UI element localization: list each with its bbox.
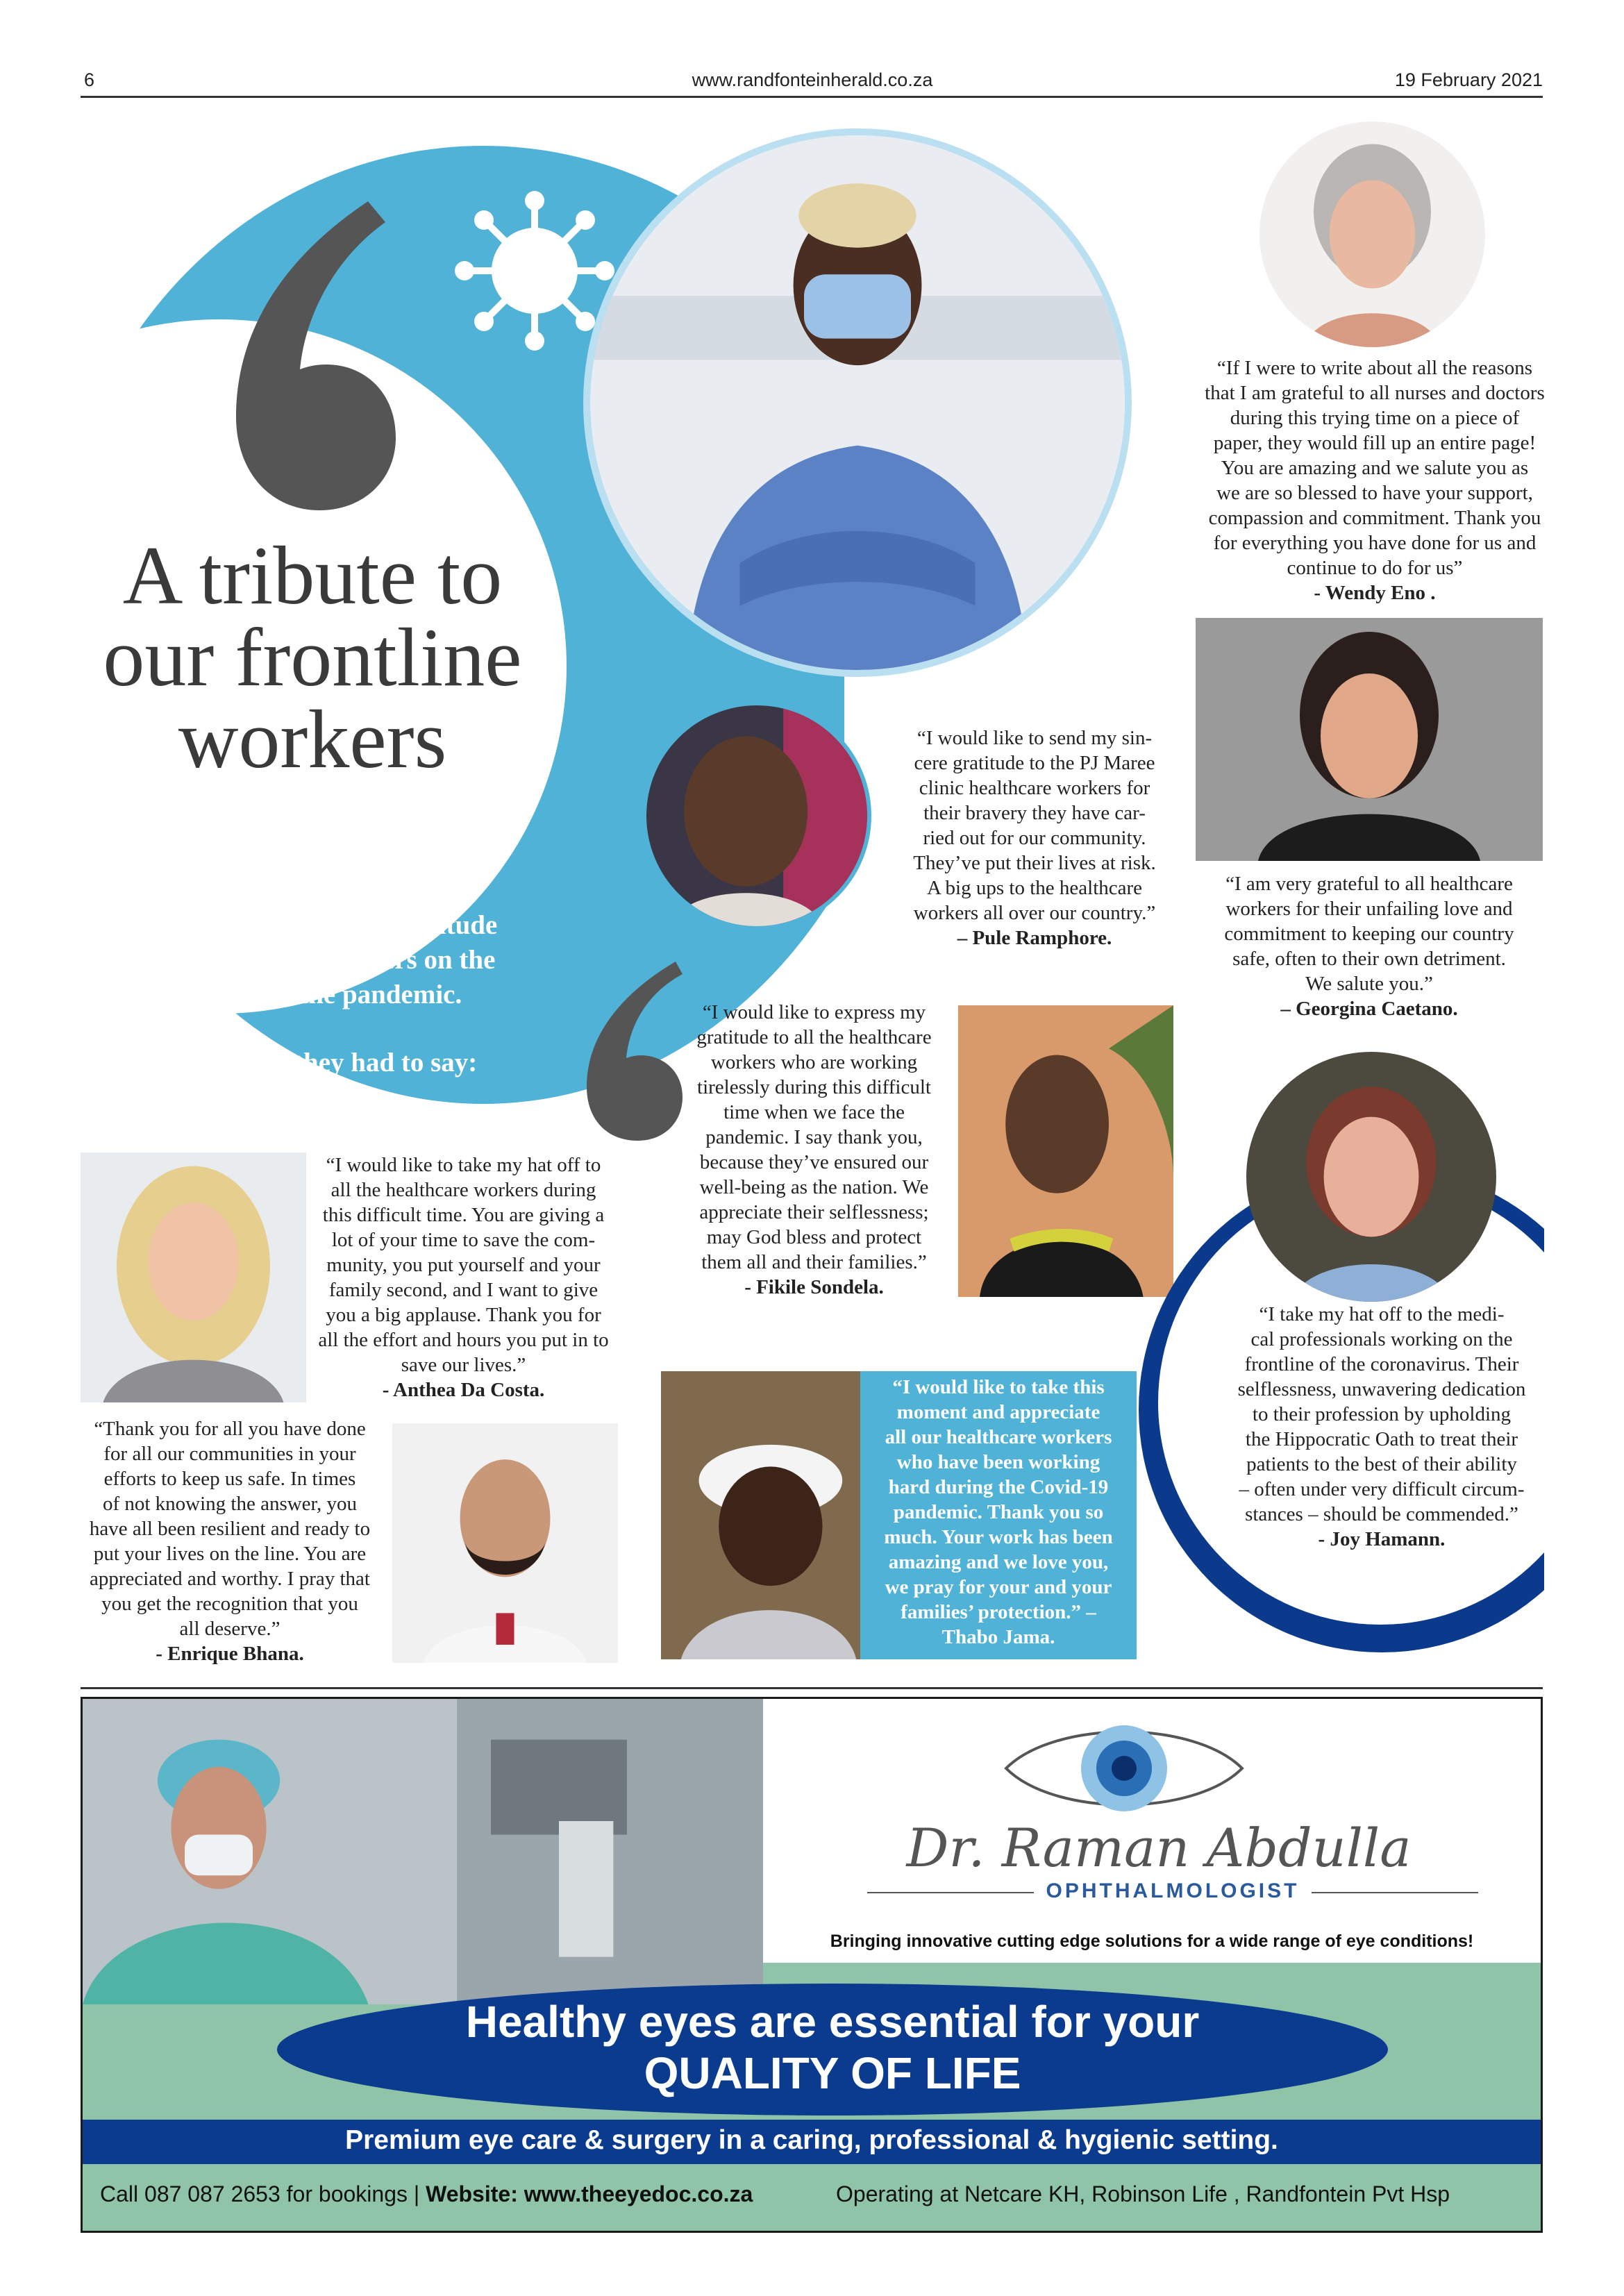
quote-line: A big ups to the healthcare — [926, 877, 1143, 899]
georgina-caetano-photo — [1196, 618, 1543, 861]
quote-line: have all been resilient and ready to — [89, 1518, 371, 1540]
title-line: workers — [178, 693, 447, 785]
quote-line: “Thank you for all you have done — [94, 1418, 366, 1440]
quote-line: hard during the Covid-19 — [888, 1476, 1109, 1498]
quote-line: paper, they would fill up an entire page! — [1213, 432, 1537, 454]
quote-line: “I would like to take this — [892, 1376, 1105, 1398]
quote-line: cere gratitude to the PJ Maree — [914, 752, 1155, 774]
quote-line: You are amazing and we salute you as — [1221, 457, 1529, 479]
quote-line: you get the recognition that you — [101, 1593, 358, 1615]
wendy-eno-photo — [1259, 121, 1485, 347]
quote-line: “I would like to take my hat off to — [326, 1154, 601, 1176]
quote-line: their bravery they have car- — [923, 802, 1146, 824]
quote-line: tirelessly during this difficult — [697, 1076, 931, 1098]
quote-line: We salute you.” — [1305, 973, 1433, 995]
quote-line: family second, and I want to give — [328, 1279, 598, 1301]
nurse-hero-photo — [583, 128, 1132, 677]
quote-attribution: - Joy Hamann. — [1318, 1528, 1446, 1550]
quote-line: “I would like to express my — [702, 1001, 926, 1023]
quote-attribution: – Georgina Caetano. — [1280, 998, 1458, 1020]
quote-line: for everything you have done for us and — [1213, 532, 1537, 554]
fikile-sondela-photo — [958, 1005, 1173, 1297]
quote-line: who have been working — [896, 1451, 1100, 1473]
quote-attribution: - Anthea Da Costa. — [382, 1379, 545, 1401]
ad-headline — [291, 1996, 1374, 2099]
quote-line: pandemic. I say thank you, — [705, 1126, 923, 1148]
quote-line: clinic healthcare workers for — [919, 777, 1150, 799]
page-number: 6 — [84, 69, 95, 90]
quote-line: workers who are working — [710, 1051, 918, 1073]
quote-attribution: - Wendy Eno . — [1314, 582, 1436, 604]
quote-mark-icon — [578, 962, 689, 1142]
right-mask — [1544, 1111, 1624, 1736]
ad-banner-text: Premium eye care & surgery in a caring, professional & hygienic setting. — [345, 2125, 1278, 2155]
doctor-specialty: OPHTHALMOLOGIST — [1046, 1879, 1300, 1902]
quote-line: “I would like to send my sin- — [916, 727, 1153, 749]
quote-joy-hamann — [1212, 1302, 1552, 1552]
quote-line: appreciate their selflessness; — [699, 1201, 929, 1223]
doctor-name: Dr. Raman Abdulla — [906, 1817, 1412, 1879]
lede-line: frontline of the pandemic. — [162, 980, 462, 1009]
eye-logo-icon — [999, 1713, 1249, 1824]
quote-line: stances – should be commended.” — [1245, 1503, 1518, 1525]
quote-line: this difficult time. You are giving a — [322, 1204, 605, 1226]
ad-rule-right — [1312, 1892, 1478, 1893]
quote-line: we pray for your and your — [885, 1576, 1112, 1598]
quote-attribution: - Fikile Sondela. — [744, 1276, 884, 1298]
ad-operating: Operating at Netcare KH, Robinson Life , Randfontein Pvt Hsp — [836, 2181, 1450, 2206]
headline-line: QUALITY OF LIFE — [644, 2048, 1021, 2098]
quote-line: well-being as the nation. We — [699, 1176, 929, 1198]
headline-line: Healthy eyes are essential for your — [465, 1997, 1200, 2047]
quote-line: that I am grateful to all nurses and doctors — [1205, 382, 1545, 404]
quote-line: all the effort and hours you put in to — [318, 1329, 609, 1351]
quote-wendy-eno — [1180, 355, 1569, 605]
quote-line: time when we face the — [723, 1101, 905, 1123]
quote-line: efforts to keep us safe. In times — [103, 1468, 356, 1490]
quote-line: “I take my hat off to the medi- — [1259, 1303, 1505, 1325]
enrique-bhana-photo — [392, 1423, 618, 1663]
quote-line: compassion and commitment. Thank you — [1208, 507, 1541, 529]
booking-phone: Call 087 087 2653 for bookings | — [100, 2181, 426, 2206]
issue-date: 19 February 2021 — [1394, 69, 1543, 90]
quote-line: amazing and we love you, — [888, 1551, 1109, 1573]
quote-line: all our healthcare workers — [885, 1426, 1112, 1448]
thabo-jama-photo — [661, 1371, 860, 1659]
quote-line: during this trying time on a piece of — [1230, 407, 1520, 429]
quote-line: frontline of the coronavirus. Their — [1244, 1353, 1519, 1375]
quote-line: to their profession by upholding — [1252, 1403, 1512, 1425]
quote-line: munity, you put yourself and your — [326, 1254, 601, 1276]
quote-line: much. Your work has been — [884, 1526, 1113, 1548]
lede-call: This is what they had to say: — [147, 1048, 478, 1078]
quote-line: continue to do for us” — [1287, 557, 1463, 579]
eye-doctor-advert — [81, 1697, 1543, 2233]
lede-line: to all healthcare workers on the — [129, 945, 496, 975]
joy-hamann-photo — [1246, 1052, 1496, 1302]
quote-pule-ramphore — [896, 726, 1173, 950]
quote-line: – often under very difficult circum- — [1239, 1478, 1525, 1500]
quote-line: selflessness, unwavering dedication — [1237, 1378, 1526, 1400]
quote-line: commitment to keeping our country — [1224, 923, 1514, 945]
title-line: A tribute to — [122, 529, 503, 621]
ad-rule-left — [867, 1892, 1034, 1893]
feature-lede — [90, 908, 535, 1080]
quote-line: workers for their unfailing love and — [1225, 898, 1513, 920]
quote-line: put your lives on the line. You are — [93, 1543, 367, 1565]
quote-line: families’ protection.” – — [901, 1601, 1096, 1623]
quote-line: ried out for our community. — [923, 827, 1146, 849]
quote-line: all deserve.” — [179, 1618, 281, 1640]
quote-line: workers all over our country.” — [913, 902, 1156, 924]
quote-line: we are so blessed to have your support, — [1216, 482, 1533, 504]
masthead-website: www.randfonteinherald.co.za — [692, 69, 933, 90]
quote-enrique-bhana — [81, 1416, 379, 1666]
quote-anthea-da-costa — [309, 1153, 618, 1402]
quote-line: of not knowing the answer, you — [102, 1493, 358, 1515]
quote-line: moment and appreciate — [896, 1401, 1100, 1423]
quote-attribution: – Pule Ramphore. — [957, 927, 1112, 949]
surgeon-photo — [83, 1699, 763, 2004]
quote-georgina-caetano — [1196, 871, 1543, 1021]
quote-line: them all and their families.” — [701, 1251, 927, 1273]
quote-mark-icon — [222, 201, 403, 514]
feature-title — [90, 529, 535, 785]
section-rule — [81, 1687, 1543, 1689]
anthea-da-costa-photo — [81, 1153, 306, 1402]
quote-line: “If I were to write about all the reasons — [1216, 357, 1533, 379]
quote-line: “I am very grateful to all healthcare — [1225, 873, 1513, 895]
quote-fikile-sondela — [684, 1000, 944, 1300]
pule-ramphore-photo — [642, 701, 871, 930]
quote-line: They’ve put their lives at risk. — [913, 852, 1156, 874]
quote-attribution: - Enrique Bhana. — [156, 1643, 304, 1665]
quote-line: appreciated and worthy. I pray that — [90, 1568, 370, 1590]
ad-contact — [100, 2181, 753, 2207]
lede-line: Locals expressed their gratitude — [127, 910, 498, 940]
quote-line: cal professionals working on the — [1250, 1328, 1513, 1350]
title-line: our frontline — [103, 611, 522, 703]
quote-line: may God bless and protect — [706, 1226, 922, 1248]
quote-line: Thabo Jama. — [941, 1626, 1055, 1648]
quote-thabo-jama — [867, 1375, 1130, 1650]
ad-website-link[interactable]: Website: www.theeyedoc.co.za — [426, 2181, 753, 2206]
quote-line: you a big applause. Thank you for — [326, 1304, 601, 1326]
quote-line: save our lives.” — [401, 1354, 526, 1376]
quote-line: gratitude to all the healthcare — [696, 1026, 932, 1048]
quote-line: patients to the best of their ability — [1246, 1453, 1517, 1475]
quote-line: the Hippocratic Oath to treat their — [1245, 1428, 1518, 1450]
quote-line: lot of your time to save the com- — [331, 1229, 596, 1251]
quote-line: all the healthcare workers during — [330, 1179, 596, 1201]
quote-line: pandemic. Thank you so — [893, 1501, 1104, 1523]
quote-line: safe, often to their own detriment. — [1232, 948, 1506, 970]
ad-tagline: Bringing innovative cutting edge solutions for a wide range of eye conditions! — [830, 1932, 1474, 1951]
virus-icon — [455, 191, 614, 351]
quote-line: for all our communities in your — [103, 1443, 356, 1465]
header-rule — [81, 96, 1543, 98]
quote-line: because they’ve ensured our — [699, 1151, 929, 1173]
